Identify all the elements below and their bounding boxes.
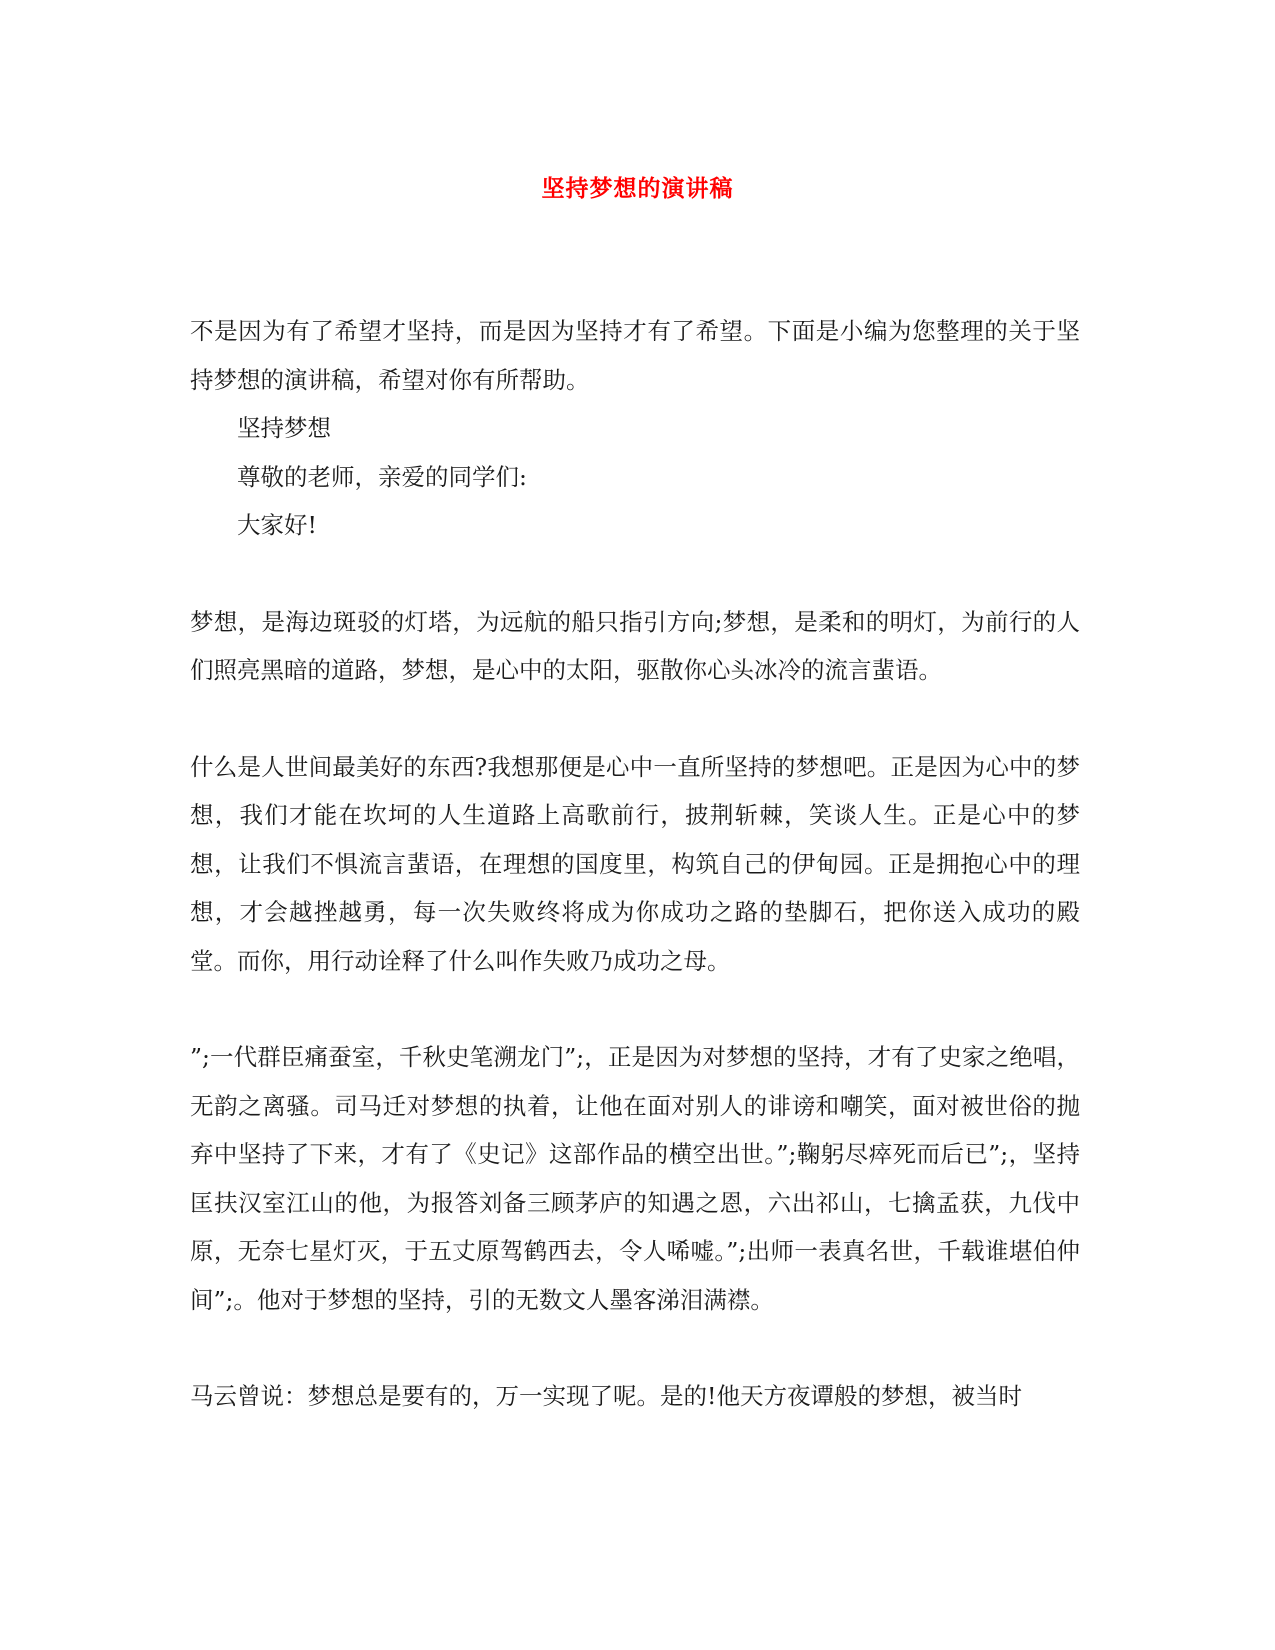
salutation: 尊敬的老师，亲爱的同学们: [237,462,527,491]
body-paragraph: 马云曾说：梦想总是要有的，万一实现了呢。是的!他天方夜谭般的梦想，被当时 [190,1382,1022,1410]
body-paragraph: 梦想，是海边斑驳的灯塔，为远航的船只指引方向;梦想，是柔和的明灯，为前行的人们照亮黑暗的道路，梦想，是心中的太阳，驱散你心头冰冷的流言蜚语。 [190,607,1080,684]
document-title: 坚持梦想的演讲稿 [541,175,734,202]
document-body [190,307,1080,1421]
speech-heading: 坚持梦想 [237,414,331,442]
body-paragraph: 什么是人世间最美好的东西?我想那便是心中一直所坚持的梦想吧。正是因为心中的梦想，我们才能在坎坷的人生道路上高歌前行，披荆斩棘，笑谈人生。正是心中的梦想，让我们不惧流言蜚语，在理想的国度里，构筑自己的伊甸园。正是拥抱心中的理想，才会越挫越勇，每一次失败终将成为你成功之路的垫脚石，把你送入成功的殿堂。而你，用行动诠释了什么叫作失败乃成功之母。 [190,752,1080,975]
intro-paragraph: 不是因为有了希望才坚持，而是因为坚持才有了希望。下面是小编为您整理的关于坚持梦想的演讲稿，希望对你有所帮助。 [190,317,1080,394]
greeting: 大家好! [237,511,317,539]
body-paragraph: ”;一代群臣痛蚕室，千秋史笔溯龙门”;，正是因为对梦想的坚持，才有了史家之绝唱，无韵之离骚。司马迁对梦想的执着，让他在面对别人的诽谤和嘲笑，面对被世俗的抛弃中坚持了下来，才有了《史记》这部作品的横空出世。”;鞠躬尽瘁死而后已”;，坚持匡扶汉室江山的他，为报答刘备三顾茅庐的知遇之恩，六出祁山，七擒孟获，九伐中原，无奈七星灯灭，于五丈原驾鹤西去，令人唏嘘。”;出师一表真名世，千载谁堪伯仲间”;。他对于梦想的坚持，引的无数文人墨客涕泪满襟。 [190,1043,1080,1314]
